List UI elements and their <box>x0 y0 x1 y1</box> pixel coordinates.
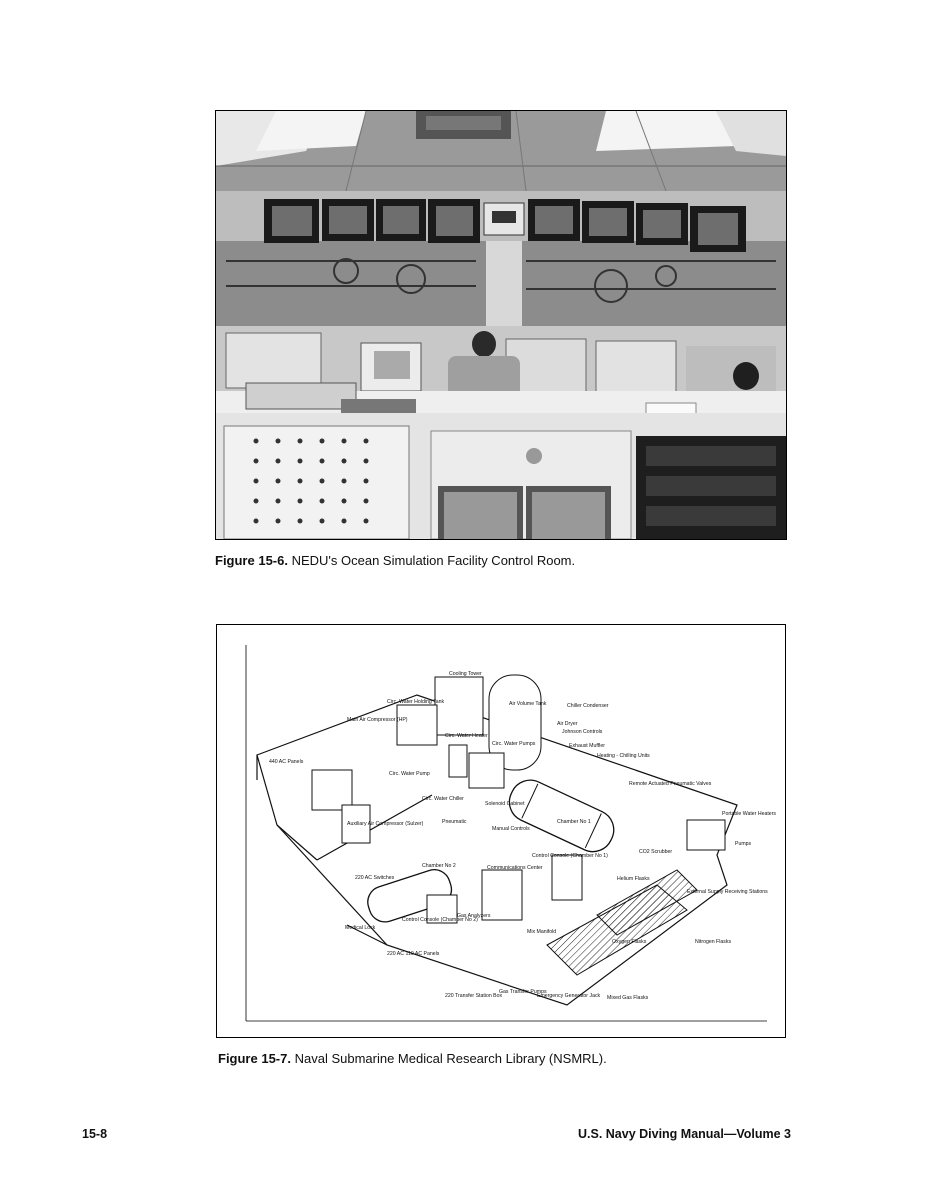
nsmrl-facility-diagram <box>216 624 786 1038</box>
figure-caption-text: NEDU's Ocean Simulation Facility Control Room. <box>291 553 576 568</box>
label-chiller-condenser: Chiller Condenser <box>567 703 609 709</box>
label-main-compressor: Main Air Compressor (HP) <box>347 717 408 723</box>
label-mix-manifold: Mix Manifold <box>527 929 557 935</box>
page-number: 15-8 <box>82 1127 108 1141</box>
label-medical-lock: Medical Lock <box>345 925 376 931</box>
label-chamber-2: Chamber No 2 <box>422 863 456 869</box>
label-cooling-tower: Cooling Tower <box>449 671 482 677</box>
label-aux-compressor: Auxiliary Air Compressor (Sulzer) <box>347 821 424 827</box>
figure-caption-text: Naval Submarine Medical Research Library (NSMRL). <box>294 1051 607 1066</box>
figure-number: Figure 15-7. <box>218 1051 291 1066</box>
label-remote-valves: Remote Actuated Pneumatic Valves <box>629 781 712 787</box>
label-water-chiller: Circ. Water Chiller <box>422 796 464 802</box>
label-220ac-switches: 220 AC Switches <box>355 875 395 881</box>
label-co2-scrubber: CO2 Scrubber <box>639 849 673 855</box>
label-comm-center: Communications Center <box>487 865 543 871</box>
label-transfer-station: 220 Transfer Station Box <box>445 993 503 999</box>
label-solenoid-cabinet: Solenoid Cabinet <box>485 801 525 807</box>
label-ac-panels: 220 AC 110 AC Panels <box>387 951 440 957</box>
figure-15-6-caption <box>215 553 575 568</box>
label-mixed-gas-flasks: Mixed Gas Flasks <box>607 995 649 1001</box>
label-helium-flasks: Helium Flasks <box>617 876 650 882</box>
figure-15-7-caption <box>218 1051 607 1066</box>
label-pneumatic: Pneumatic <box>442 819 467 825</box>
label-air-volume-tank: Air Volume Tank <box>509 701 547 707</box>
label-holding-tank: Circ. Water Holding Tank <box>387 699 445 705</box>
label-console-1: Control Console (Chamber No 1) <box>532 853 608 859</box>
label-emergency-generator: Emergency Generator Jack <box>537 993 601 999</box>
label-oxygen-flasks: Oxygen Flasks <box>612 939 647 945</box>
label-air-dryer: Air Dryer <box>557 721 578 727</box>
label-exhaust-muffler: Exhaust Muffler <box>569 743 605 749</box>
label-pumps: Pumps <box>735 841 752 847</box>
label-gas-transfer-pumps: Gas Transfer Pumps <box>499 989 547 995</box>
control-room-photo <box>215 110 787 540</box>
label-gas-analyzers: Gas Analyzers <box>457 913 491 919</box>
label-water-pump: Circ. Water Pump <box>389 771 430 777</box>
label-water-heaters: Portable Water Heaters <box>722 811 777 817</box>
label-manual-controls: Manual Controls <box>492 826 530 832</box>
manual-title: U.S. Navy Diving Manual—Volume 3 <box>577 1127 791 1141</box>
label-water-pumps: Circ. Water Pumps <box>492 741 536 747</box>
label-console-2: Control Console (Chamber No 2) <box>402 917 478 923</box>
label-heating-chilling: Heating - Chilling Units <box>597 753 650 759</box>
label-nitrogen-flasks: Nitrogen Flasks <box>695 939 732 945</box>
label-440ac-panels: 440 AC Panels <box>269 759 304 765</box>
figure-number: Figure 15-6. <box>215 553 288 568</box>
label-chamber-1: Chamber No 1 <box>557 819 591 825</box>
label-external-supply: External Supply Receiving Stations <box>687 889 768 895</box>
label-johnson-controls: Johnson Controls <box>562 729 603 735</box>
label-water-heater: Circ. Water Heater <box>445 733 488 739</box>
